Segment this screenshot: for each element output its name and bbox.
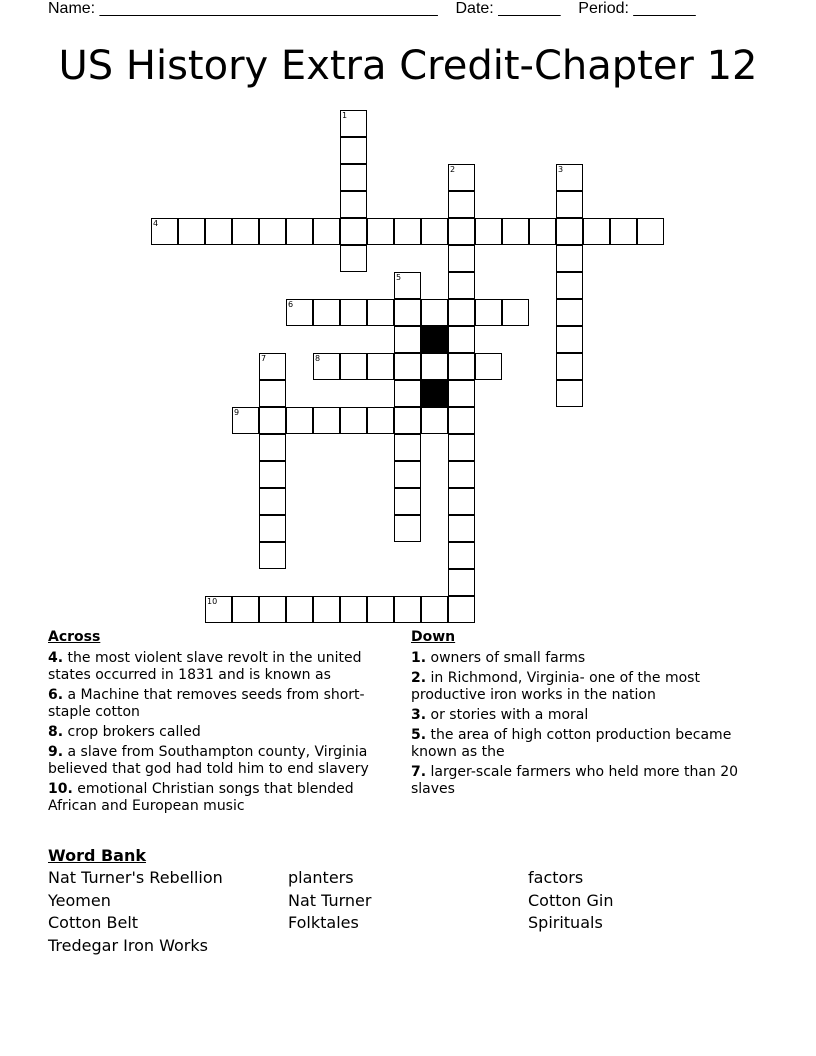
clue-number-label: 8	[315, 354, 321, 363]
clue-down-2	[411, 670, 761, 704]
crossword-cell[interactable]	[448, 407, 475, 434]
crossword-cell[interactable]	[448, 299, 475, 326]
clue-text: the area of high cotton production became known as the	[411, 727, 732, 760]
crossword-cell[interactable]	[448, 488, 475, 515]
word-bank-heading: Word Bank	[48, 846, 147, 865]
crossword-cell[interactable]	[340, 596, 367, 623]
clue-text: in Richmond, Virginia- one of the most productive iron works in the nation	[411, 670, 700, 703]
crossword-cell[interactable]	[394, 407, 421, 434]
word-bank-item: Tredegar Iron Works	[48, 935, 208, 955]
clue-text: larger-scale farmers who held more than 20 slaves	[411, 764, 739, 797]
across-heading: Across	[48, 629, 101, 645]
clue-number-label: 3	[558, 165, 564, 174]
clue-number: 9.	[48, 744, 64, 760]
clue-across-10	[48, 781, 398, 815]
crossword-cell[interactable]	[340, 299, 367, 326]
word-bank	[48, 845, 768, 957]
crossword-cell[interactable]	[448, 434, 475, 461]
clue-number-label: 9	[234, 408, 240, 417]
down-clues	[411, 629, 761, 801]
crossword-cell[interactable]	[556, 353, 583, 380]
crossword-cell[interactable]	[259, 542, 286, 569]
name-field[interactable]: Name: ______________________________________	[48, 0, 438, 17]
crossword-cell[interactable]	[448, 569, 475, 596]
crossword-cell[interactable]	[475, 299, 502, 326]
clue-across-9	[48, 744, 398, 778]
crossword-cell[interactable]	[637, 218, 664, 245]
crossword-cell[interactable]	[475, 218, 502, 245]
crossword-cell[interactable]	[448, 272, 475, 299]
crossword-cell[interactable]	[394, 461, 421, 488]
crossword-cell[interactable]	[556, 218, 583, 245]
crossword-cell[interactable]	[340, 191, 367, 218]
clue-text: a slave from Southampton county, Virginia believed that god had told him to end slavery	[48, 744, 369, 777]
crossword-cell[interactable]	[448, 191, 475, 218]
word-bank-item: Yeomen	[48, 890, 111, 910]
down-heading: Down	[411, 629, 456, 645]
clue-text: or stories with a moral	[430, 707, 589, 723]
clue-number: 10.	[48, 781, 73, 797]
black-square	[421, 326, 448, 353]
clue-down-1	[411, 650, 761, 667]
crossword-cell[interactable]	[556, 380, 583, 407]
crossword-cell[interactable]	[259, 380, 286, 407]
clue-number-label: 10	[207, 597, 218, 606]
crossword-cell[interactable]	[394, 596, 421, 623]
crossword-cell[interactable]	[448, 515, 475, 542]
clue-across-4	[48, 650, 398, 684]
crossword-cell[interactable]	[448, 326, 475, 353]
clue-down-3	[411, 707, 761, 724]
crossword-cell[interactable]	[286, 407, 313, 434]
crossword-cell[interactable]	[259, 596, 286, 623]
crossword-cell[interactable]	[448, 380, 475, 407]
crossword-cell[interactable]	[394, 299, 421, 326]
crossword-cell[interactable]	[205, 218, 232, 245]
clue-text: emotional Christian songs that blended African and European music	[48, 781, 354, 814]
clue-text: a Machine that removes seeds from short-staple cotton	[48, 687, 365, 720]
word-bank-item: Spirituals	[528, 913, 603, 932]
crossword-cell[interactable]	[394, 218, 421, 245]
clue-across-8	[48, 724, 398, 741]
crossword-cell[interactable]	[232, 218, 259, 245]
crossword-cell[interactable]	[448, 542, 475, 569]
crossword-cell[interactable]	[340, 353, 367, 380]
clue-number-label: 1	[342, 111, 348, 120]
crossword-cell[interactable]	[367, 596, 394, 623]
crossword-cell[interactable]	[367, 407, 394, 434]
crossword-cell[interactable]	[259, 434, 286, 461]
crossword-cell[interactable]	[421, 299, 448, 326]
clue-number: 2.	[411, 670, 427, 686]
crossword-cell[interactable]	[502, 218, 529, 245]
clue-number: 8.	[48, 724, 64, 740]
clue-number: 1.	[411, 650, 427, 666]
crossword-cell[interactable]	[394, 326, 421, 353]
crossword-cell[interactable]	[313, 299, 340, 326]
crossword-cell[interactable]	[313, 407, 340, 434]
crossword-cell[interactable]	[394, 434, 421, 461]
clue-number: 4.	[48, 650, 64, 666]
crossword-cell[interactable]	[232, 596, 259, 623]
crossword-cell[interactable]	[448, 596, 475, 623]
clue-text: owners of small farms	[430, 650, 586, 666]
crossword-cell[interactable]	[448, 461, 475, 488]
crossword-cell[interactable]	[529, 218, 556, 245]
crossword-cell[interactable]	[259, 488, 286, 515]
crossword-cell[interactable]	[448, 218, 475, 245]
crossword-cell[interactable]	[394, 353, 421, 380]
crossword-cell[interactable]	[556, 299, 583, 326]
crossword-cell[interactable]	[259, 218, 286, 245]
crossword-cell[interactable]	[313, 218, 340, 245]
crossword-cell[interactable]	[340, 245, 367, 272]
word-bank-item: Cotton Gin	[528, 890, 614, 910]
clue-across-6	[48, 687, 398, 721]
word-bank-item: Nat Turner	[288, 890, 372, 910]
crossword-cell[interactable]	[421, 353, 448, 380]
crossword-cell[interactable]	[286, 218, 313, 245]
crossword-cell[interactable]	[394, 515, 421, 542]
crossword-cell[interactable]	[556, 326, 583, 353]
page-title: US History Extra Credit-Chapter 12	[58, 43, 758, 89]
crossword-cell[interactable]	[502, 299, 529, 326]
crossword-cell[interactable]	[421, 218, 448, 245]
clue-number: 6.	[48, 687, 64, 703]
word-bank-item: Folktales	[288, 913, 359, 932]
clue-down-5	[411, 727, 761, 761]
crossword-cell[interactable]	[583, 218, 610, 245]
crossword-cell[interactable]	[259, 407, 286, 434]
clue-text: the most violent slave revolt in the united states occurred in 1831 and is known as	[48, 650, 362, 683]
crossword-cell[interactable]	[394, 380, 421, 407]
word-bank-item: Cotton Belt	[48, 913, 139, 932]
crossword-cell[interactable]	[259, 461, 286, 488]
crossword-cell[interactable]	[313, 596, 340, 623]
word-bank-item: Nat Turner's Rebellion	[48, 868, 223, 887]
date-field[interactable]: Date: _______	[455, 0, 561, 17]
crossword-cell[interactable]	[340, 137, 367, 164]
crossword-cell[interactable]	[340, 164, 367, 191]
across-clues	[48, 629, 398, 818]
crossword-cell[interactable]	[556, 245, 583, 272]
crossword-cell[interactable]	[421, 596, 448, 623]
crossword-cell[interactable]	[448, 353, 475, 380]
crossword-cell[interactable]	[367, 299, 394, 326]
clue-number-label: 4	[153, 219, 159, 228]
clue-number-label: 6	[288, 300, 294, 309]
clue-number: 3.	[411, 707, 427, 723]
clue-text: crop brokers called	[67, 724, 201, 740]
black-square	[421, 380, 448, 407]
crossword-cell[interactable]	[421, 407, 448, 434]
crossword-cell[interactable]	[610, 218, 637, 245]
clue-number: 7.	[411, 764, 427, 780]
crossword-cell[interactable]	[367, 218, 394, 245]
crossword-cell[interactable]	[448, 245, 475, 272]
crossword-cell[interactable]	[394, 488, 421, 515]
crossword-cell[interactable]	[556, 191, 583, 218]
clue-down-7	[411, 764, 761, 798]
clue-number-label: 2	[450, 165, 456, 174]
crossword-cell[interactable]	[340, 407, 367, 434]
clue-number-label: 7	[261, 354, 267, 363]
word-bank-item: planters	[288, 868, 354, 887]
period-field[interactable]: Period: _______	[578, 0, 696, 17]
clue-number-label: 5	[396, 273, 402, 282]
crossword-cell[interactable]	[286, 596, 313, 623]
clue-number: 5.	[411, 727, 427, 743]
crossword-cell[interactable]	[556, 272, 583, 299]
crossword-cell[interactable]	[178, 218, 205, 245]
crossword-cell[interactable]	[367, 353, 394, 380]
word-bank-item: factors	[528, 868, 584, 887]
word-bank-list	[48, 867, 768, 957]
crossword-cell[interactable]	[259, 515, 286, 542]
crossword-cell[interactable]	[475, 353, 502, 380]
crossword-cell[interactable]	[340, 218, 367, 245]
